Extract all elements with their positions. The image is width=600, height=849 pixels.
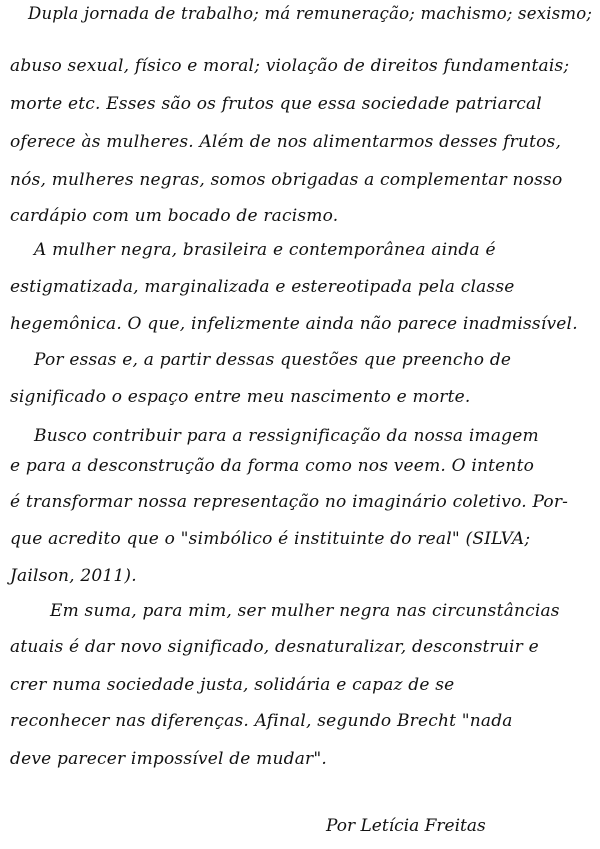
text-line: que acredito que o "simbólico é instituinte do real" (SILVA; <box>10 529 531 549</box>
text-line: significado o espaço entre meu nascimento e morte. <box>10 387 471 407</box>
text-line: cardápio com um bocado de racismo. <box>10 206 339 226</box>
text-line: estigmatizada, marginalizada e estereotipada pela classe <box>10 277 515 297</box>
text-line: morte etc. Esses são os frutos que essa sociedade patriarcal <box>10 94 542 114</box>
text-line: reconhecer nas diferenças. Afinal, segundo Brecht "nada <box>10 711 513 731</box>
text-line: hegemônica. O que, infelizmente ainda não parece inadmissível. <box>10 314 578 334</box>
text-line: deve parecer impossível de mudar". <box>10 749 327 769</box>
text-line: Em suma, para mim, ser mulher negra nas circunstâncias <box>50 601 560 621</box>
text-line: nós, mulheres negras, somos obrigadas a complementar nosso <box>10 170 563 190</box>
text-line: Jailson, 2011). <box>10 566 137 586</box>
text-line: crer numa sociedade justa, solidária e capaz de se <box>10 675 455 695</box>
text-line: Dupla jornada de trabalho; má remuneração; machismo; sexismo; <box>28 4 593 24</box>
text-line: Busco contribuir para a ressignificação da nossa imagem <box>34 426 539 446</box>
author-signature: Por Letícia Freitas <box>326 816 486 836</box>
text-line: Por essas e, a partir dessas questões que preencho de <box>34 350 512 370</box>
text-line: A mulher negra, brasileira e contemporânea ainda é <box>34 240 496 260</box>
text-line: atuais é dar novo significado, desnaturalizar, desconstruir e <box>10 637 539 657</box>
text-line: e para a desconstrução da forma como nos veem. O intento <box>10 456 535 476</box>
text-line: abuso sexual, físico e moral; violação de direitos fundamentais; <box>10 56 570 76</box>
text-line: oferece às mulheres. Além de nos alimentarmos desses frutos, <box>10 132 562 152</box>
text-line: é transformar nossa representação no imaginário coletivo. Por- <box>10 492 569 512</box>
